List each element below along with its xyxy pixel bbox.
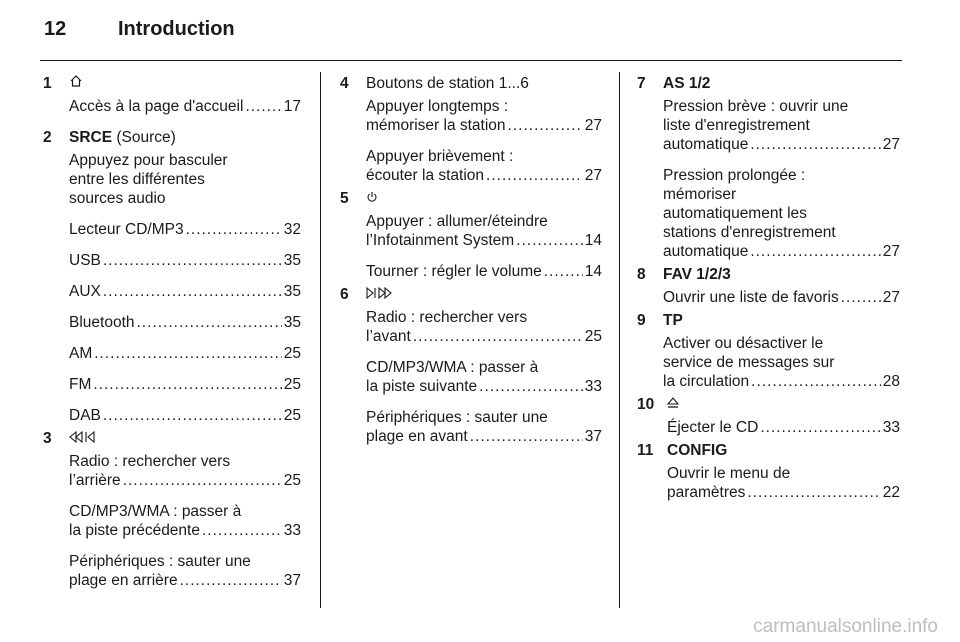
- entry: FM ..... 25: [69, 375, 301, 394]
- entry: Périphériques : sauter une plage en arrière ..... 37: [69, 552, 301, 590]
- item-name: AS 1/2: [663, 75, 711, 92]
- entry: Appuyer : allumer/éteindre l’Infotainment System ..... 14: [366, 212, 602, 250]
- entry: Ouvrir une liste de favoris ..... 27: [663, 288, 900, 307]
- home-icon: [69, 74, 83, 93]
- item-11: [637, 441, 900, 502]
- item-9: [637, 311, 900, 391]
- item-name: Boutons de station 1...6: [366, 75, 529, 92]
- power-icon: [366, 189, 378, 208]
- entry: Radio : rechercher vers l’avant ..... 25: [366, 308, 602, 346]
- entry: Lecteur CD/MP3 ..... 32: [69, 220, 301, 239]
- item-number: 6: [340, 286, 349, 303]
- entry: Tourner : régler le volume ..... 14: [366, 262, 602, 281]
- seek-forward-icon: [366, 285, 392, 304]
- column-3: [637, 74, 900, 514]
- item-10: [637, 395, 900, 437]
- item-number: 9: [637, 312, 646, 329]
- item-8: [637, 265, 900, 307]
- item-number: 7: [637, 75, 646, 92]
- page-header: [44, 18, 235, 41]
- item-3: [43, 429, 301, 590]
- item-5: [340, 189, 602, 281]
- item-name: TP: [663, 312, 683, 329]
- entry: Appuyez pour basculer entre les différentes sources audio: [69, 152, 228, 207]
- entry: AUX ..... 35: [69, 282, 301, 301]
- item-subtitle: (Source): [116, 129, 176, 146]
- item-name: FAV 1/2/3: [663, 266, 731, 283]
- entry: Appuyer brièvement : écouter la station ..... 27: [366, 147, 602, 185]
- entry: Pression prolongée : mémoriser automatiquement les stations d'enregistrement automatique ..... 27: [663, 166, 900, 261]
- item-number: 3: [43, 430, 52, 447]
- entry: Accès à la page d'accueil ..... 17: [69, 97, 301, 116]
- item-number: 2: [43, 129, 52, 146]
- eject-icon: [667, 395, 679, 414]
- page-title: Introduction: [118, 18, 235, 40]
- item-7: [637, 74, 900, 261]
- column-1: [43, 74, 301, 602]
- column-2: [340, 74, 602, 458]
- entry: Périphériques : sauter une plage en avant ..... 37: [366, 408, 602, 446]
- entry: USB ..... 35: [69, 251, 301, 270]
- item-number: 5: [340, 190, 349, 207]
- item-name: SRCE: [69, 129, 113, 146]
- watermark: carmanualsonline.info: [753, 616, 938, 637]
- entry: CD/MP3/WMA : passer à la piste précédente ..... 33: [69, 502, 301, 540]
- item-number: 1: [43, 75, 52, 92]
- item-6: [340, 285, 602, 446]
- entry: Bluetooth ..... 35: [69, 313, 301, 332]
- header-rule: [40, 60, 902, 61]
- item-name: CONFIG: [667, 442, 728, 459]
- entry: Pression brève : ouvrir une liste d'enregistrement automatique ..... 27: [663, 97, 900, 154]
- item-number: 4: [340, 75, 349, 92]
- item-1: [43, 74, 301, 116]
- entry: AM ..... 25: [69, 344, 301, 363]
- page-number: 12: [44, 18, 67, 40]
- entry: Ouvrir le menu de paramètres ..... 22: [667, 464, 900, 502]
- entry: Activer ou désactiver le service de messages sur la circulation ..... 28: [663, 334, 900, 391]
- entry: Appuyer longtemps : mémoriser la station ..... 27: [366, 97, 602, 135]
- item-number: 8: [637, 266, 646, 283]
- entry: Éjecter le CD ..... 33: [667, 418, 900, 437]
- entry: CD/MP3/WMA : passer à la piste suivante ..... 33: [366, 358, 602, 396]
- column-divider: [619, 72, 620, 608]
- item-4: [340, 74, 602, 185]
- column-divider: [320, 72, 321, 608]
- seek-back-icon: [69, 429, 95, 448]
- item-number: 10: [637, 396, 655, 413]
- entry: Radio : rechercher vers l’arrière ..... 25: [69, 452, 301, 490]
- item-number: 11: [637, 442, 654, 459]
- item-2: [43, 128, 301, 425]
- entry: DAB ..... 25: [69, 406, 301, 425]
